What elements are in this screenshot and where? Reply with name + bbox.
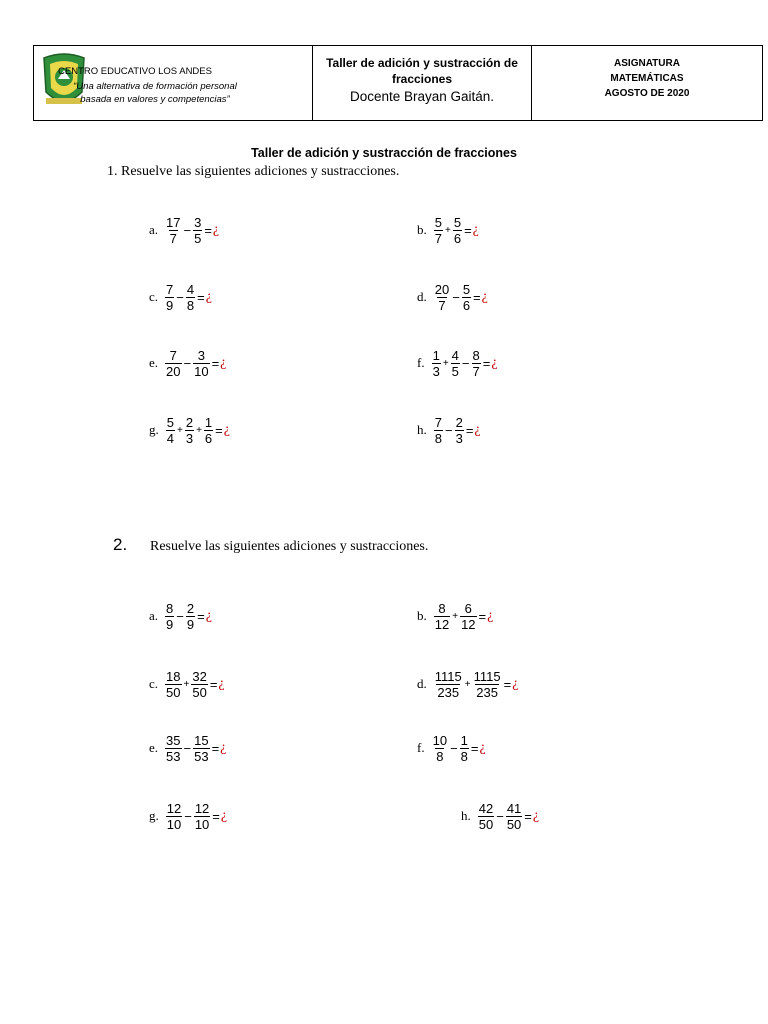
equals-sign: = — [470, 740, 479, 756]
equals-sign: = — [211, 740, 220, 756]
answer-placeholder: ¿ — [205, 608, 212, 623]
operator: − — [183, 222, 192, 238]
operator: − — [184, 808, 192, 824]
equals-sign: = — [464, 222, 472, 238]
numerator: 7 — [169, 347, 177, 363]
exercise-label: e. — [149, 355, 159, 370]
denominator: 5 — [194, 230, 202, 246]
denominator: 53 — [194, 748, 209, 764]
numerator: 8 — [166, 600, 174, 616]
numerator: 41 — [506, 800, 522, 816]
numerator: 2 — [186, 600, 195, 616]
denominator: 3 — [455, 430, 463, 446]
fraction — [453, 215, 462, 246]
fraction — [185, 415, 194, 446]
denominator: 8 — [460, 748, 468, 764]
denominator: 9 — [186, 616, 195, 632]
numerator: 1115 — [434, 668, 462, 684]
fraction — [451, 348, 460, 379]
fraction — [194, 801, 210, 832]
fraction — [165, 733, 181, 764]
operator: + — [444, 224, 451, 236]
denominator: 9 — [166, 297, 174, 313]
numerator: 2 — [185, 414, 194, 430]
equals-sign: = — [197, 608, 205, 624]
fraction — [165, 348, 181, 379]
workshop-title: Taller de adición y sustracción de fracciones — [326, 56, 518, 86]
denominator: 12 — [434, 616, 450, 632]
numerator: 12 — [166, 800, 182, 816]
operator: − — [461, 355, 470, 371]
denominator: 7 — [434, 230, 442, 246]
fraction — [432, 348, 441, 379]
equals-sign: = — [215, 422, 223, 438]
numerator: 1 — [432, 347, 440, 363]
fraction — [434, 415, 443, 446]
s2-exercise-e — [149, 728, 226, 768]
operator: + — [452, 610, 459, 622]
equals-sign: = — [204, 222, 212, 238]
fraction — [434, 282, 450, 313]
denominator: 53 — [166, 748, 181, 764]
s1-exercise-e — [149, 343, 226, 383]
operator: − — [452, 289, 460, 305]
denominator: 8 — [436, 748, 444, 764]
denominator: 6 — [204, 430, 213, 446]
section1-instruction: 1. Resuelve las siguientes adiciones y sustracciones. — [107, 164, 400, 179]
equals-sign: = — [478, 608, 487, 624]
fraction — [506, 801, 522, 832]
s2-exercise-g — [149, 796, 227, 836]
numerator: 8 — [472, 347, 480, 363]
equals-sign: = — [197, 289, 205, 305]
denominator: 3 — [432, 363, 440, 379]
denominator: 12 — [461, 616, 476, 632]
numerator: 32 — [192, 668, 207, 684]
denominator: 5 — [451, 363, 459, 379]
school-motto — [40, 80, 270, 106]
subject-name: MATEMÁTICAS — [610, 73, 684, 84]
fraction — [193, 215, 202, 246]
operator: + — [442, 357, 449, 369]
numerator: 1115 — [473, 668, 501, 684]
operator: − — [176, 608, 184, 624]
s1-exercise-b — [417, 210, 479, 250]
motto-line-2: basada en valores y competencias” — [80, 94, 230, 105]
answer-placeholder: ¿ — [512, 676, 519, 691]
exercise-label: f. — [417, 355, 425, 370]
numerator: 5 — [434, 214, 442, 230]
numerator: 1 — [204, 414, 213, 430]
exercise-label: h. — [417, 422, 427, 437]
numerator: 7 — [166, 281, 174, 297]
s1-exercise-c — [149, 277, 212, 317]
answer-placeholder: ¿ — [532, 808, 540, 823]
denominator: 4 — [166, 430, 174, 446]
fraction — [455, 415, 464, 446]
exercise-label: b. — [417, 222, 427, 237]
answer-placeholder: ¿ — [491, 355, 498, 370]
equals-sign: = — [503, 676, 512, 692]
motto-line-1: “Una alternativa de formación personal — [73, 81, 237, 92]
document-title: Taller de adición y sustracción de fracciones — [251, 146, 517, 160]
fraction — [165, 282, 174, 313]
numerator: 20 — [434, 281, 450, 297]
s1-exercise-d — [417, 277, 488, 317]
s1-exercise-a — [149, 210, 219, 250]
operator: − — [450, 740, 458, 756]
denominator: 3 — [185, 430, 194, 446]
numerator: 5 — [462, 281, 471, 297]
numerator: 35 — [166, 732, 181, 748]
denominator: 50 — [478, 816, 494, 832]
exercise-label: d. — [417, 676, 427, 691]
answer-placeholder: ¿ — [205, 289, 212, 304]
answer-placeholder: ¿ — [481, 289, 488, 304]
numerator: 2 — [455, 414, 463, 430]
numerator: 3 — [197, 347, 205, 363]
numerator: 5 — [166, 414, 174, 430]
numerator: 42 — [478, 800, 494, 816]
exercise-label: g. — [149, 422, 159, 437]
fraction — [193, 348, 209, 379]
fraction — [165, 215, 181, 246]
equals-sign: = — [209, 676, 218, 692]
equals-sign: = — [465, 422, 474, 438]
operator: − — [183, 355, 192, 371]
fraction — [473, 669, 502, 700]
denominator: 50 — [166, 684, 181, 700]
operator: + — [176, 424, 183, 436]
s1-exercise-g — [149, 410, 230, 450]
numerator: 4 — [451, 347, 459, 363]
denominator: 7 — [169, 230, 177, 246]
fraction — [434, 215, 443, 246]
numerator: 8 — [438, 600, 446, 616]
denominator: 9 — [166, 616, 174, 632]
answer-placeholder: ¿ — [220, 808, 228, 823]
numerator: 12 — [194, 800, 210, 816]
numerator: 18 — [166, 668, 181, 684]
answer-placeholder: ¿ — [479, 740, 486, 755]
numerator: 5 — [453, 214, 462, 230]
s2-exercise-c — [149, 664, 225, 704]
fraction — [166, 801, 182, 832]
exercise-label: b. — [417, 608, 427, 623]
exercise-label: g. — [149, 808, 159, 823]
fraction — [432, 733, 448, 764]
subject-date: AGOSTO DE 2020 — [604, 88, 690, 99]
numerator: 4 — [186, 281, 195, 297]
exercise-label: a. — [149, 222, 159, 237]
subject-label: ASIGNATURA — [614, 58, 680, 69]
fraction — [165, 669, 181, 700]
equals-sign: = — [482, 355, 491, 371]
denominator: 50 — [506, 816, 522, 832]
exercise-label: c. — [149, 676, 159, 691]
header-table — [33, 45, 763, 121]
numerator: 7 — [434, 414, 442, 430]
section2-instruction: Resuelve las siguientes adiciones y sustracciones. — [150, 539, 429, 554]
fraction — [166, 415, 175, 446]
exercise-label: d. — [417, 289, 427, 304]
operator: + — [196, 424, 202, 436]
s2-exercise-d — [417, 664, 518, 704]
s2-exercise-f — [417, 728, 486, 768]
denominator: 235 — [437, 684, 460, 700]
workshop-cell — [313, 46, 532, 120]
fraction — [204, 415, 213, 446]
operator: − — [496, 808, 504, 824]
denominator: 8 — [434, 430, 442, 446]
numerator: 15 — [194, 732, 209, 748]
answer-placeholder: ¿ — [472, 222, 479, 237]
answer-placeholder: ¿ — [487, 608, 494, 623]
subject-cell — [532, 46, 762, 120]
denominator: 10 — [194, 363, 209, 379]
s1-exercise-h — [417, 410, 481, 450]
equals-sign: = — [212, 808, 220, 824]
equals-sign: = — [211, 355, 220, 371]
fraction — [165, 601, 174, 632]
denominator: 10 — [166, 816, 182, 832]
s1-exercise-f — [417, 343, 498, 383]
fraction — [434, 601, 450, 632]
fraction — [462, 282, 471, 313]
fraction — [186, 601, 195, 632]
exercise-label: c. — [149, 289, 159, 304]
equals-sign: = — [524, 808, 532, 824]
numerator: 6 — [464, 600, 472, 616]
section2-number: 2. — [113, 535, 128, 554]
fraction — [434, 669, 463, 700]
operator: + — [183, 678, 190, 690]
s2-exercise-b — [417, 596, 493, 636]
answer-placeholder: ¿ — [223, 422, 230, 437]
fraction — [193, 733, 209, 764]
numerator: 17 — [166, 214, 181, 230]
s2-exercise-h — [461, 796, 539, 836]
s2-exercise-a — [149, 596, 212, 636]
denominator: 20 — [166, 363, 181, 379]
denominator: 235 — [476, 684, 498, 700]
answer-placeholder: ¿ — [474, 422, 481, 437]
school-cell — [34, 46, 313, 120]
exercise-label: a. — [149, 608, 159, 623]
school-name: CENTRO EDUCATIVO LOS ANDES — [58, 66, 212, 77]
denominator: 8 — [186, 297, 195, 313]
exercise-label: f. — [417, 740, 425, 755]
answer-placeholder: ¿ — [212, 222, 220, 237]
fraction — [191, 669, 207, 700]
operator: + — [464, 678, 471, 690]
answer-placeholder: ¿ — [220, 740, 227, 755]
fraction — [478, 801, 494, 832]
operator: − — [176, 289, 184, 305]
numerator: 3 — [194, 214, 202, 230]
equals-sign: = — [473, 289, 481, 305]
numerator: 1 — [460, 732, 468, 748]
fraction — [460, 601, 476, 632]
fraction — [460, 733, 469, 764]
exercise-label: e. — [149, 740, 159, 755]
denominator: 10 — [194, 816, 210, 832]
answer-placeholder: ¿ — [220, 355, 227, 370]
denominator: 7 — [472, 363, 480, 379]
answer-placeholder: ¿ — [218, 676, 225, 691]
denominator: 50 — [192, 684, 207, 700]
operator: − — [444, 422, 453, 438]
denominator: 7 — [438, 297, 446, 313]
denominator: 6 — [453, 230, 462, 246]
operator: − — [183, 740, 192, 756]
exercise-label: h. — [461, 808, 471, 823]
fraction — [186, 282, 195, 313]
denominator: 6 — [462, 297, 471, 313]
teacher-name: Docente Brayan Gaitán. — [349, 89, 495, 104]
numerator: 10 — [432, 732, 448, 748]
fraction — [472, 348, 481, 379]
